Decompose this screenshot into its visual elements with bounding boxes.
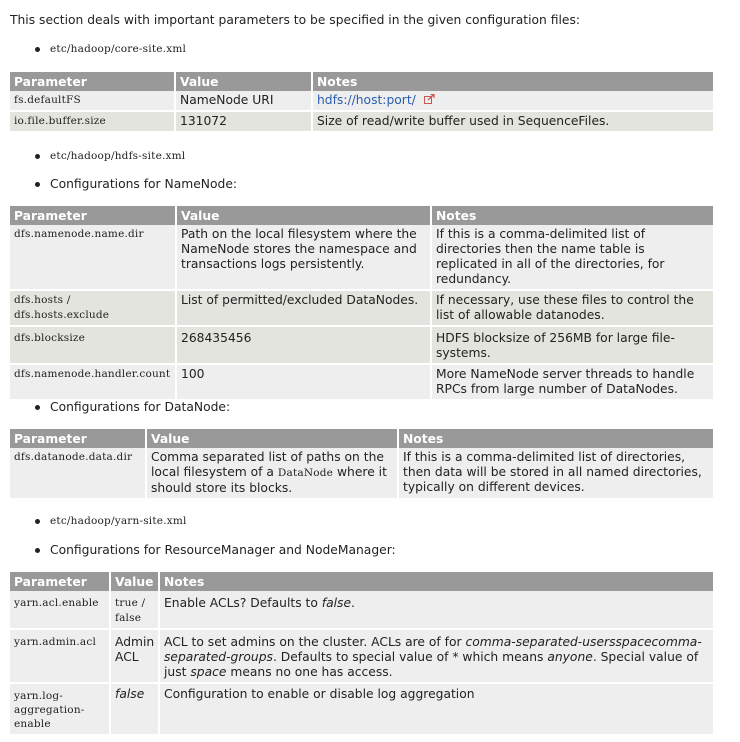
value-cell: 268435456: [176, 326, 431, 364]
yarn-config-bullet: [35, 543, 396, 557]
param-cell: yarn.acl.enable: [10, 591, 110, 629]
value-cell: true / false: [110, 591, 159, 629]
value-text: where it should store its blocks.: [151, 465, 387, 495]
col-header-parameter: Parameter: [10, 206, 176, 225]
table-row: [10, 225, 714, 290]
notes-emphasis: anyone: [547, 650, 593, 664]
col-header-value: Value: [175, 72, 312, 91]
table-row: [10, 91, 714, 111]
col-header-notes: Notes: [398, 429, 714, 448]
notes-cell: [312, 91, 714, 111]
notes-cell: [159, 629, 714, 683]
notes-text: Enable ACLs? Defaults to: [164, 596, 322, 610]
bullet-icon: [35, 519, 40, 524]
table-row: [10, 629, 714, 683]
param-cell: dfs.blocksize: [10, 326, 176, 364]
param-cell: dfs.namenode.name.dir: [10, 225, 176, 290]
col-header-parameter: Parameter: [10, 72, 175, 91]
yarn-table: [10, 572, 715, 736]
bullet-icon: [35, 182, 40, 187]
core-site-table: [10, 72, 715, 133]
col-header-value: Value: [146, 429, 398, 448]
value-cell: NameNode URI: [175, 91, 312, 111]
param-cell: fs.defaultFS: [10, 91, 175, 111]
bullet-icon: [35, 47, 40, 52]
param-cell: yarn.admin.acl: [10, 629, 110, 683]
col-header-parameter: Parameter: [10, 572, 110, 591]
notes-text: means no one has access.: [226, 665, 393, 679]
notes-text: . Defaults to special value of * which means: [272, 650, 548, 664]
col-header-value: Value: [110, 572, 159, 591]
datanode-table: [10, 429, 715, 500]
yarn-site-bullet: [35, 515, 187, 527]
value-text: Comma separated list of paths on the local filesystem of a: [151, 450, 384, 479]
table-row: [10, 111, 714, 132]
namenode-table: [10, 206, 715, 401]
external-link-icon[interactable]: [424, 93, 435, 108]
table-row: [10, 683, 714, 735]
notes-emphasis: space: [190, 665, 227, 679]
hdfs-site-file: etc/hadoop/hdfs-site.xml: [50, 150, 186, 162]
notes-emphasis: false: [321, 596, 352, 610]
notes-cell: If necessary, use these files to control the list of allowable datanodes.: [431, 290, 714, 326]
param-cell: dfs.namenode.handler.count: [10, 364, 176, 400]
notes-text: . Special value of just: [164, 650, 699, 679]
bullet-icon: [35, 405, 40, 410]
table-row: [10, 448, 714, 499]
notes-cell: Configuration to enable or disable log aggregation: [159, 683, 714, 735]
datanode-bullet: [35, 400, 230, 414]
notes-cell: [159, 591, 714, 629]
core-site-file: etc/hadoop/core-site.xml: [50, 43, 187, 55]
notes-cell: More NameNode server threads to handle RPCs from large number of DataNodes.: [431, 364, 714, 400]
param-line: dfs.hosts /: [14, 294, 71, 306]
col-header-value: Value: [176, 206, 431, 225]
param-cell: dfs.datanode.data.dir: [10, 448, 146, 499]
namenode-bullet: [35, 177, 237, 191]
param-cell: yarn.log-aggregation-enable: [10, 683, 110, 735]
table-row: [10, 326, 714, 364]
notes-cell: Size of read/write buffer used in SequenceFiles.: [312, 111, 714, 132]
core-site-bullet: [35, 43, 186, 55]
bullet-icon: [35, 548, 40, 553]
value-cell: 100: [176, 364, 431, 400]
col-header-notes: Notes: [312, 72, 714, 91]
col-header-notes: Notes: [159, 572, 714, 591]
notes-text: ACL to set admins on the cluster. ACLs are of for: [164, 635, 466, 649]
value-cell: List of permitted/excluded DataNodes.: [176, 290, 431, 326]
intro-text: This section deals with important parameters to be specified in the given configuration files:: [10, 13, 581, 27]
value-cell: 131072: [175, 111, 312, 132]
notes-text: .: [351, 596, 355, 610]
namenode-label: Configurations for NameNode:: [50, 177, 238, 191]
value-cell: false: [110, 683, 159, 735]
hdfs-uri-link[interactable]: hdfs://host:port/: [317, 93, 416, 107]
value-cell: [146, 448, 398, 499]
yarn-site-file: etc/hadoop/yarn-site.xml: [50, 515, 187, 527]
value-cell: Admin ACL: [110, 629, 159, 683]
table-row: [10, 364, 714, 400]
hdfs-site-bullet: [35, 150, 185, 162]
notes-cell: If this is a comma-delimited list of directories, then data will be stored in all named directories, typically on different devices.: [398, 448, 714, 499]
datanode-code: DataNode: [277, 467, 334, 479]
datanode-label: Configurations for DataNode:: [50, 400, 231, 414]
param-cell: [10, 290, 176, 326]
param-cell: io.file.buffer.size: [10, 111, 175, 132]
col-header-notes: Notes: [431, 206, 714, 225]
bullet-icon: [35, 154, 40, 159]
notes-emphasis: comma-separated-usersspacecomma-separated-groups: [164, 635, 702, 664]
notes-cell: HDFS blocksize of 256MB for large file-systems.: [431, 326, 714, 364]
param-line: dfs.hosts.exclude: [14, 309, 110, 321]
col-header-parameter: Parameter: [10, 429, 146, 448]
value-cell: Path on the local filesystem where the NameNode stores the namespace and transactions logs persistently.: [176, 225, 431, 290]
yarn-config-label: Configurations for ResourceManager and NodeManager:: [50, 543, 396, 557]
table-row: [10, 591, 714, 629]
notes-cell: If this is a comma-delimited list of directories then the name table is replicated in all of the directories, for redundancy.: [431, 225, 714, 290]
table-row: [10, 290, 714, 326]
